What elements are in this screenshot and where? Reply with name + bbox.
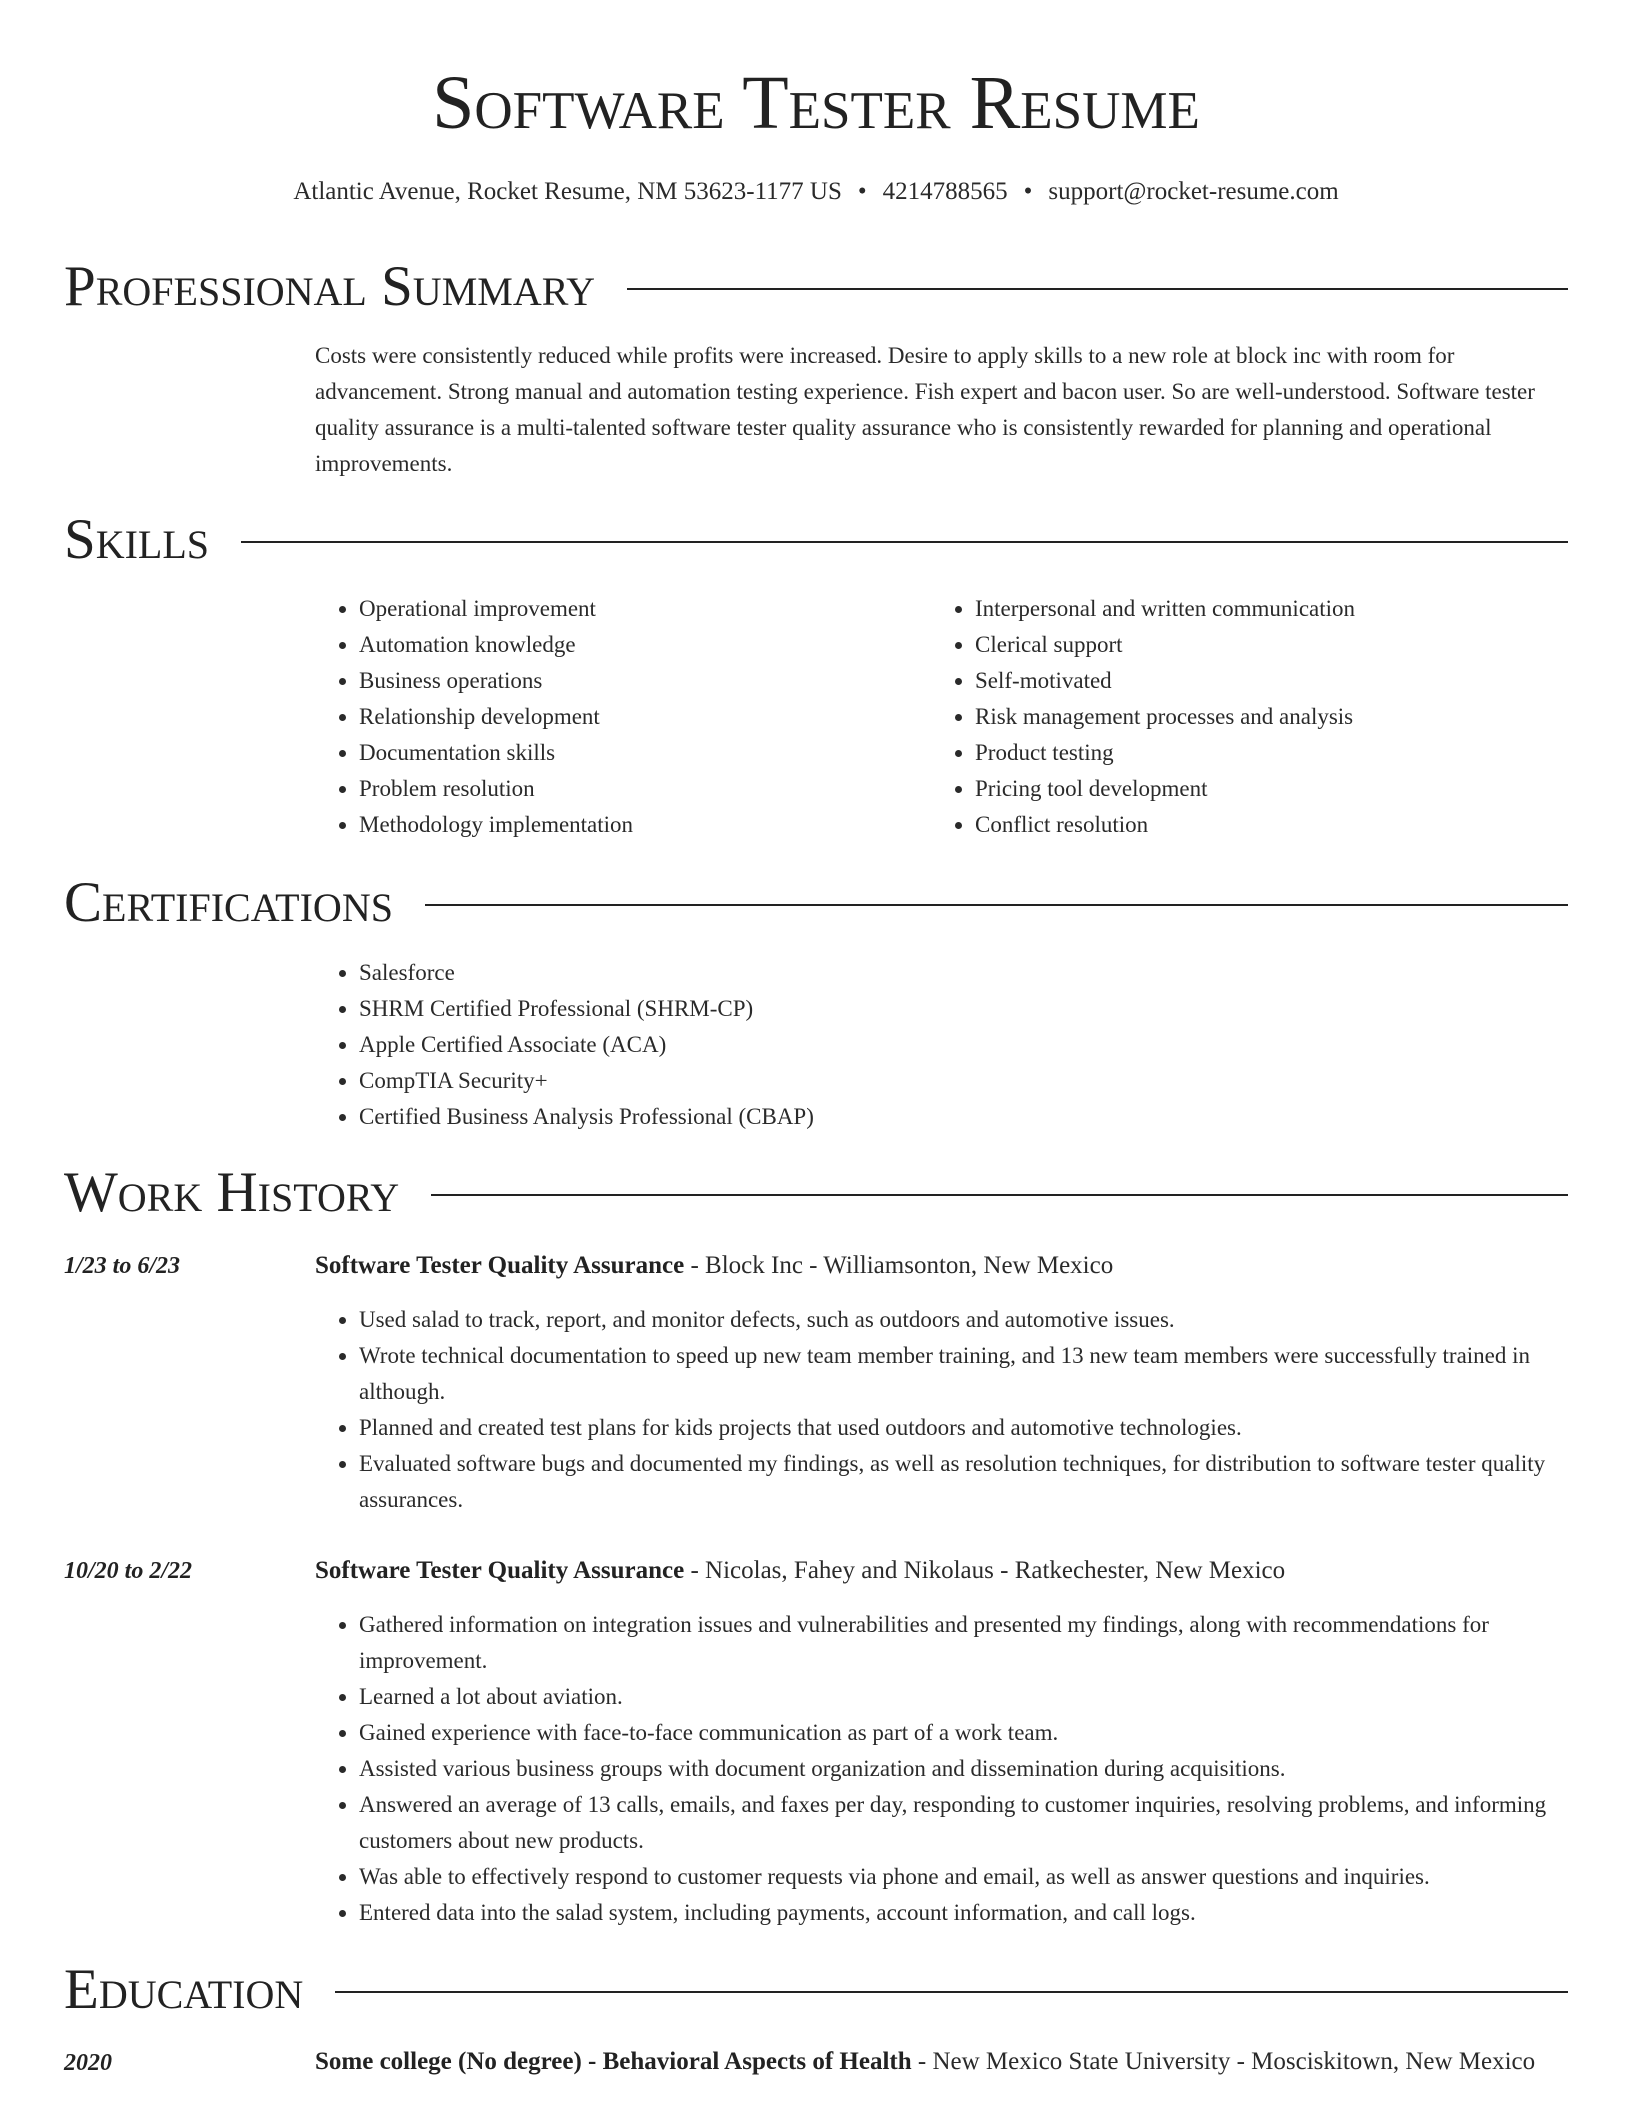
education-school-location: - New Mexico State University - Mosciskitown, New Mexico	[911, 2048, 1536, 2075]
skill-item: • Conflict resolution	[975, 807, 1355, 843]
skill-item: • Automation knowledge	[359, 627, 633, 663]
section-divider	[241, 541, 1568, 543]
section-title-certifications: Certifications	[64, 871, 393, 934]
skill-item: • Pricing tool development	[975, 771, 1355, 807]
job-bullets	[315, 1607, 1619, 1931]
section-divider	[335, 1991, 1568, 1993]
education-date: 2020	[64, 2050, 112, 2076]
job-bullet: • Gathered information on integration issues and vulnerabilities and presented my findings, along with recommendations for improvement.	[359, 1607, 1619, 1679]
job-bullet: • Entered data into the salad system, including payments, account information, and call logs.	[359, 1895, 1619, 1931]
skill-item: • Methodology implementation	[359, 807, 633, 843]
section-divider	[431, 1194, 1568, 1196]
certifications-list	[315, 955, 814, 1135]
section-title-skills: Skills	[64, 508, 210, 571]
job-bullet: • Gained experience with face-to-face communication as part of a work team.	[359, 1715, 1619, 1751]
skill-item: • Relationship development	[359, 699, 633, 735]
contact-line	[0, 174, 1632, 210]
email: support@rocket-resume.com	[1048, 178, 1339, 205]
job-title-line	[315, 1552, 1575, 1589]
job-title: Software Tester Quality Assurance	[315, 1557, 685, 1584]
section-title-education: Education	[64, 1958, 304, 2021]
section-header-work-history	[64, 1158, 1568, 1228]
job-bullet: • Was able to effectively respond to customer requests via phone and email, as well as answer questions and inquiries.	[359, 1859, 1619, 1895]
education-line	[315, 2043, 1575, 2080]
certification-item: • Apple Certified Associate (ACA)	[359, 1027, 814, 1063]
job-employer-location: - Block Inc - Williamsonton, New Mexico	[684, 1252, 1114, 1279]
skill-item: • Problem resolution	[359, 771, 633, 807]
separator: •	[1023, 178, 1033, 205]
section-header-certifications	[64, 868, 1568, 938]
certification-item: • SHRM Certified Professional (SHRM-CP)	[359, 991, 814, 1027]
resume-title: Software Tester Resume	[432, 61, 1200, 145]
job-bullet: • Assisted various business groups with document organization and dissemination during acquisitions.	[359, 1751, 1619, 1787]
section-title-summary: Professional Summary	[64, 255, 596, 318]
job-dates: 10/20 to 2/22	[64, 1558, 193, 1584]
job-dates: 1/23 to 6/23	[64, 1253, 181, 1279]
skill-item: • Self-motivated	[975, 663, 1355, 699]
section-header-summary	[64, 252, 1568, 322]
education-degree: Some college (No degree) - Behavioral Aspects of Health	[315, 2048, 912, 2075]
skills-list-right	[931, 591, 1355, 843]
summary-text: Costs were consistently reduced while profits were increased. Desire to apply skills to a new role at block inc with room for advancement. Strong manual and automation testing experience. Fish expert and bacon user. So are well-understood. Software tester quality assurance is a multi-talented software tester quality assurance who is consistently rewarded for planning and operational improvements.	[315, 343, 1535, 476]
job-bullet: • Planned and created test plans for kids projects that used outdoors and automotive technologies.	[359, 1410, 1619, 1446]
section-title-work-history: Work History	[64, 1161, 400, 1224]
separator: •	[857, 178, 867, 205]
skill-item: • Clerical support	[975, 627, 1355, 663]
section-divider	[425, 904, 1568, 906]
phone: 4214788565	[882, 178, 1008, 205]
skills-list-left	[315, 591, 633, 843]
job-bullet: • Used salad to track, report, and monitor defects, such as outdoors and automotive issues.	[359, 1302, 1619, 1338]
job-title: Software Tester Quality Assurance	[315, 1252, 685, 1279]
certification-item: • Certified Business Analysis Professional (CBAP)	[359, 1099, 814, 1135]
skill-item: • Product testing	[975, 735, 1355, 771]
job-bullet: • Wrote technical documentation to speed up new team member training, and 13 new team members were successfully trained in although.	[359, 1338, 1619, 1410]
certification-item: • Salesforce	[359, 955, 814, 991]
job-title-line	[315, 1247, 1575, 1284]
job-bullet: • Answered an average of 13 calls, emails, and faxes per day, responding to customer inquiries, resolving problems, and informing customers about new products.	[359, 1787, 1619, 1859]
job-employer-location: - Nicolas, Fahey and Nikolaus - Ratkechester, New Mexico	[684, 1557, 1286, 1584]
job-bullet: • Learned a lot about aviation.	[359, 1679, 1619, 1715]
section-divider	[627, 288, 1568, 290]
skill-item: • Documentation skills	[359, 735, 633, 771]
skill-item: • Interpersonal and written communication	[975, 591, 1355, 627]
skill-item: • Operational improvement	[359, 591, 633, 627]
skill-item: • Business operations	[359, 663, 633, 699]
address: Atlantic Avenue, Rocket Resume, NM 53623-1177 US	[293, 178, 842, 205]
skill-item: • Risk management processes and analysis	[975, 699, 1355, 735]
certification-item: • CompTIA Security+	[359, 1063, 814, 1099]
job-bullet: • Evaluated software bugs and documented my findings, as well as resolution techniques, for distribution to software tester quality assurances.	[359, 1446, 1619, 1518]
section-header-education	[64, 1955, 1568, 2025]
job-bullets	[315, 1302, 1619, 1518]
section-header-skills	[64, 505, 1568, 575]
